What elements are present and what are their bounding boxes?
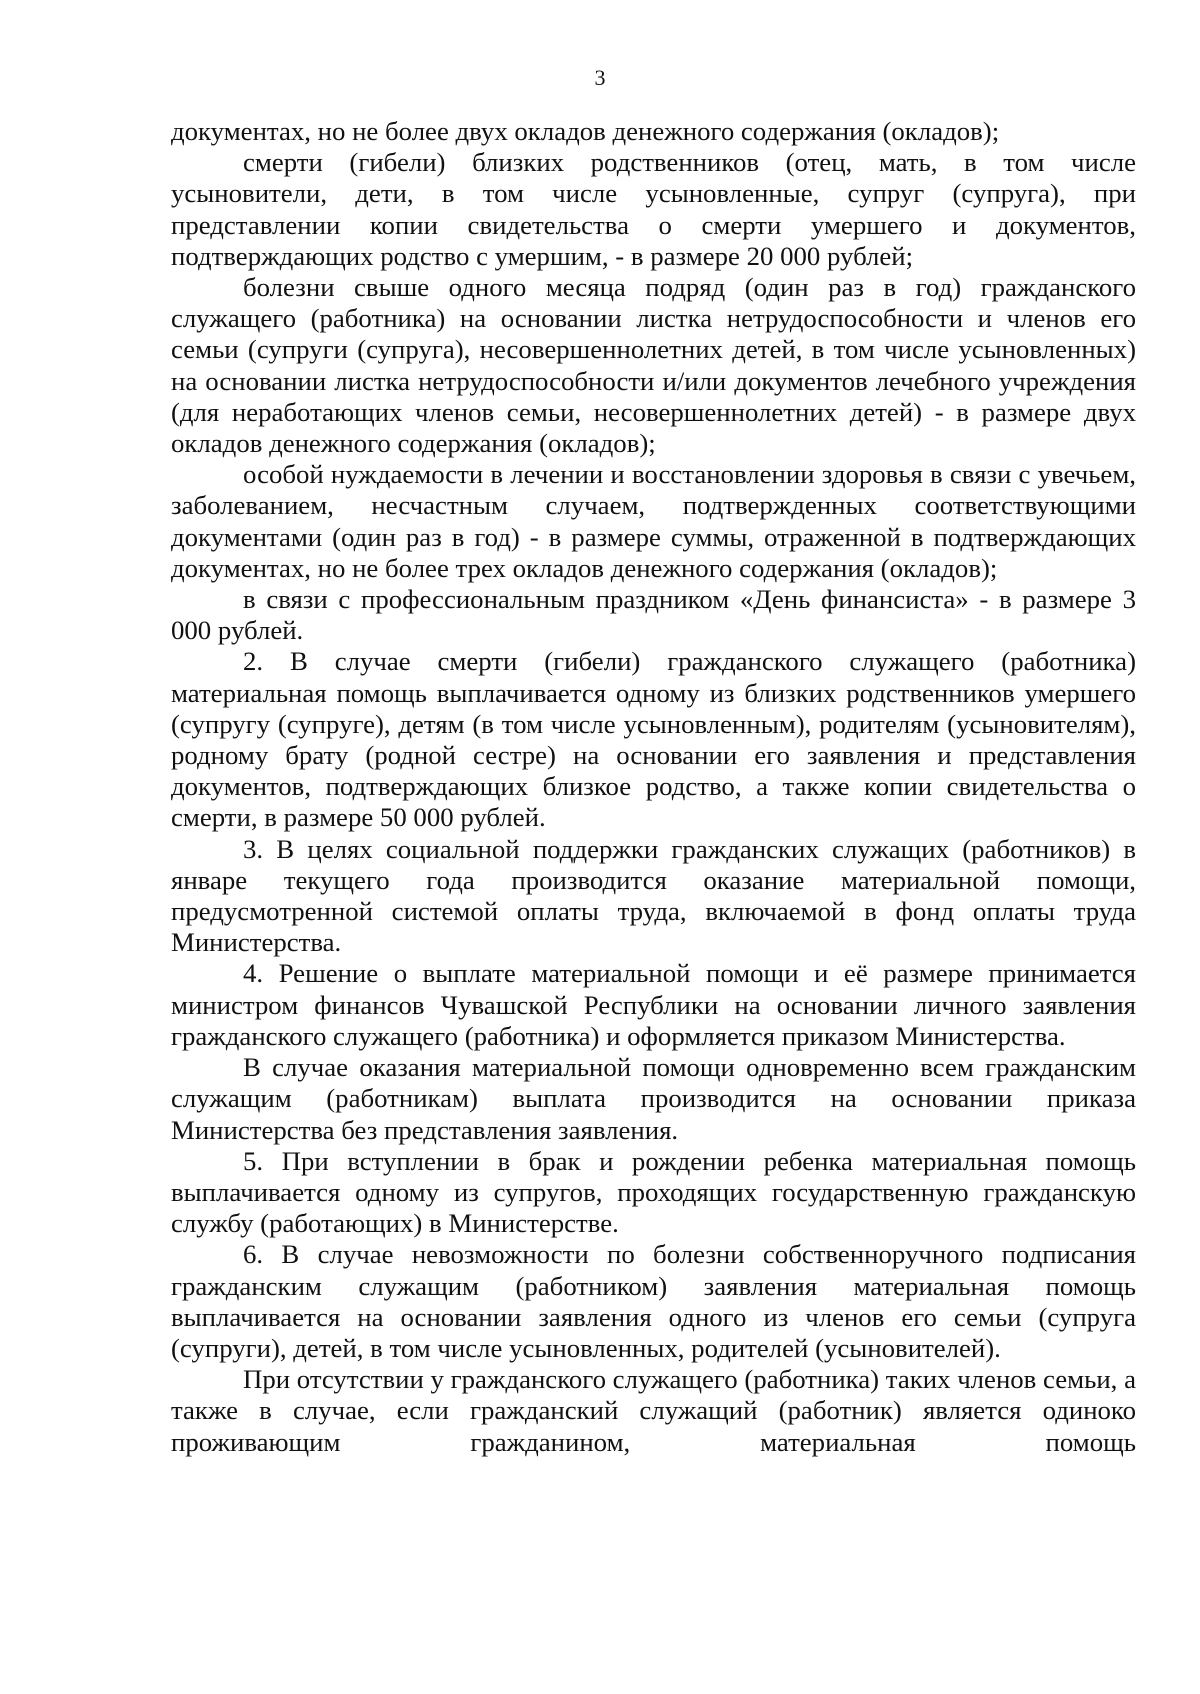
paragraph-special-need-treatment: особой нуждаемости в лечении и восстановлении здоровья в связи с увечьем, заболеванием, несчастным случаем, подтвержденных соответствующими документами (один раз в год) - в размере суммы, отраженной в подтверждающих документах, но не более трех окладов денежного содержания (окладов); (171, 459, 1136, 583)
paragraph-death-of-relatives: смерти (гибели) близких родственников (отец, мать, в том числе усыновители, дети, в том числе усыновленные, супруг (супруга), при представлении копии свидетельства о смерти умершего и документов, подтверждающих родство с умершим, - в размере 20 000 рублей; (171, 147, 1136, 271)
paragraph-item-3: 3. В целях социальной поддержки гражданских служащих (работников) в январе текущего года производится оказание материальной помощи, предусмотренной системой оплаты труда, включаемой в фонд оплаты труда Министерства. (171, 833, 1136, 958)
paragraph-illness: болезни свыше одного месяца подряд (один раз в год) гражданского служащего (работника) на основании листка нетрудоспособности и членов его семьи (супруги (супруга), несовершеннолетних детей, в том числе усыновленных) на основании листка нетрудоспособности и/или документов лечебного учреждения (для неработающих членов семьи, несовершеннолетних детей) - в размере двух окладов денежного содержания (окладов); (171, 272, 1136, 459)
page-number: 3 (594, 65, 606, 90)
paragraph-item-5: 5. При вступлении в брак и рождении ребенка материальная помощь выплачивается одному из супругов, проходящих государственную гражданскую службу (работающих) в Министерстве. (171, 1145, 1136, 1239)
paragraph-simultaneous-assistance: В случае оказания материальной помощи одновременно всем гражданским служащим (работникам) выплата производится на основании приказа Министерства без представления заявления. (171, 1052, 1136, 1145)
paragraph-item-6: 6. В случае невозможности по болезни собственноручного подписания гражданским служащим (работником) заявления материальная помощь выплачивается на основании заявления одного из членов его семьи (супруга (супруги), детей, в том числе усыновленных, родителей (усыновителей). (171, 1239, 1136, 1363)
paragraph-continuation: документах, но не более двух окладов денежного содержания (окладов); (171, 116, 1000, 146)
document-body (171, 116, 1136, 1458)
paragraph-absence-of-family: При отсутствии у гражданского служащего (работника) таких членов семьи, а также в случае, если гражданский служащий (работник) является одиноко проживающим гражданином, материальная помощь (171, 1364, 1136, 1457)
paragraph-item-2: 2. В случае смерти (гибели) гражданского служащего (работника) материальная помощь выплачивается одному из близких родственников умершего (супругу (супруге), детям (в том числе усыновленным), родителям (усыновителям), родному брату (родной сестре) на основании его заявления и представления документов, подтверждающих близкое родство, а также копии свидетельства о смерти, в размере 50 000 рублей. (171, 646, 1136, 833)
paragraph-financier-day: в связи с профессиональным праздником «День финансиста» - в размере 3 000 рублей. (171, 584, 1136, 646)
paragraph-item-4: 4. Решение о выплате материальной помощи и её размере принимается министром финансов Чувашской Республики на основании личного заявления гражданского служащего (работника) и оформляется приказом Министерства. (171, 958, 1136, 1051)
